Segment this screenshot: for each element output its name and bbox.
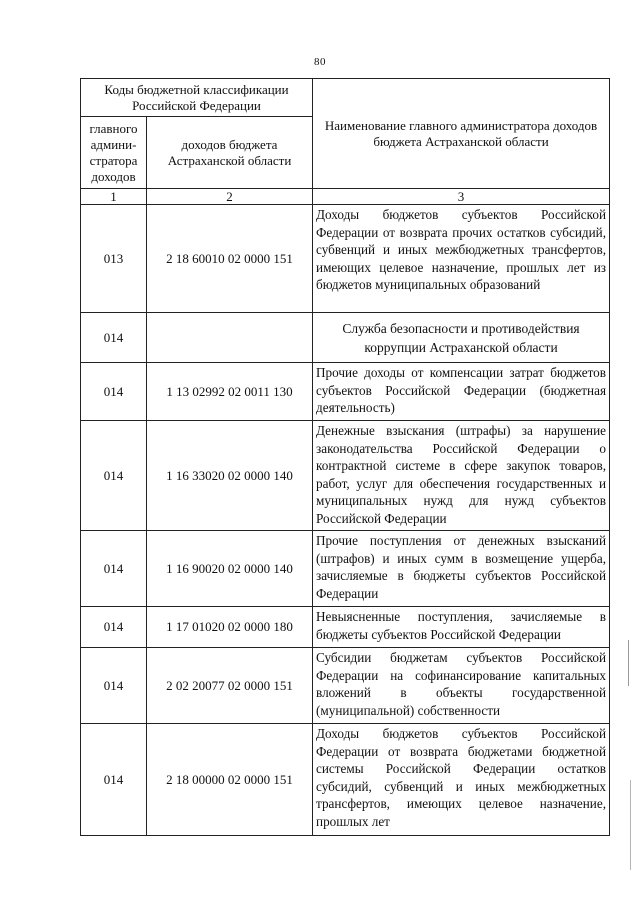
income-code: 2 18 60010 02 0000 151 [147, 205, 313, 313]
admin-code: 014 [81, 724, 147, 836]
income-code: 2 02 20077 02 0000 151 [147, 648, 313, 724]
table-row [81, 421, 610, 531]
income-code: 1 13 02992 02 0011 130 [147, 363, 313, 421]
table-row [81, 648, 610, 724]
table-row [81, 724, 610, 836]
table-row [81, 607, 610, 648]
income-code [147, 313, 313, 363]
admin-code: 014 [81, 421, 147, 531]
income-code: 1 16 33020 02 0000 140 [147, 421, 313, 531]
page-number: 80 [314, 56, 326, 68]
income-code: 1 16 90020 02 0000 140 [147, 531, 313, 607]
income-name: Доходы бюджетов субъектов Российской Федерации от возврата бюджетами бюджетной системы Российской Федерации остатков субсидий, субвенций и иных межбюджетных трансфертов, имеющих целевое назначение, прошлых лет [313, 724, 610, 836]
column-number: 3 [313, 189, 610, 205]
header-income-code: доходов бюджета Астраханской области [147, 117, 313, 189]
admin-code: 013 [81, 205, 147, 313]
income-name: Прочие поступления от денежных взысканий (штрафов) и иных сумм в возмещение ущерба, зачисляемые в бюджеты субъектов Российской Федерации [313, 531, 610, 607]
admin-code: 014 [81, 648, 147, 724]
income-name: Прочие доходы от компенсации затрат бюджетов субъектов Российской Федерации (бюджетная деятельность) [313, 363, 610, 421]
table-row [81, 363, 610, 421]
column-number: 1 [81, 189, 147, 205]
header-budget-codes: Коды бюджетной классификации Российской Федерации [81, 79, 313, 117]
budget-classification-table [80, 78, 610, 836]
column-number-row [81, 189, 610, 205]
income-code: 1 17 01020 02 0000 180 [147, 607, 313, 648]
header-admin-code: главного админи-стратора доходов [81, 117, 147, 189]
column-number: 2 [147, 189, 313, 205]
table-row [81, 531, 610, 607]
income-code: 2 18 00000 02 0000 151 [147, 724, 313, 836]
agency-name: Служба безопасности и противодействия коррупции Астраханской области [313, 313, 610, 363]
scan-edge-mark [630, 780, 631, 870]
table-row [81, 313, 610, 363]
header-row-1 [81, 79, 610, 117]
admin-code: 014 [81, 313, 147, 363]
income-name: Денежные взыскания (штрафы) за нарушение законодательства Российской Федерации о контрактной системе в сфере закупок товаров, работ, услуг для обеспечения государственных и муниципальных нужд для нужд субъектов Российской Федерации [313, 421, 610, 531]
income-name: Невыясненные поступления, зачисляемые в бюджеты субъектов Российской Федерации [313, 607, 610, 648]
admin-code: 014 [81, 531, 147, 607]
income-name: Доходы бюджетов субъектов Российской Федерации от возврата прочих остатков субсидий, субвенций и иных межбюджетных трансфертов, имеющих целевое назначение, прошлых лет из бюджетов муниципальных образований [313, 205, 610, 313]
table-row [81, 205, 610, 313]
admin-code: 014 [81, 363, 147, 421]
income-name: Субсидии бюджетам субъектов Российской Федерации на софинансирование капитальных вложений в объекты государственной (муниципальной) собственности [313, 648, 610, 724]
scan-edge-mark [628, 640, 629, 686]
admin-code: 014 [81, 607, 147, 648]
header-admin-name: Наименование главного администратора доходов бюджета Астраханской области [313, 79, 610, 189]
